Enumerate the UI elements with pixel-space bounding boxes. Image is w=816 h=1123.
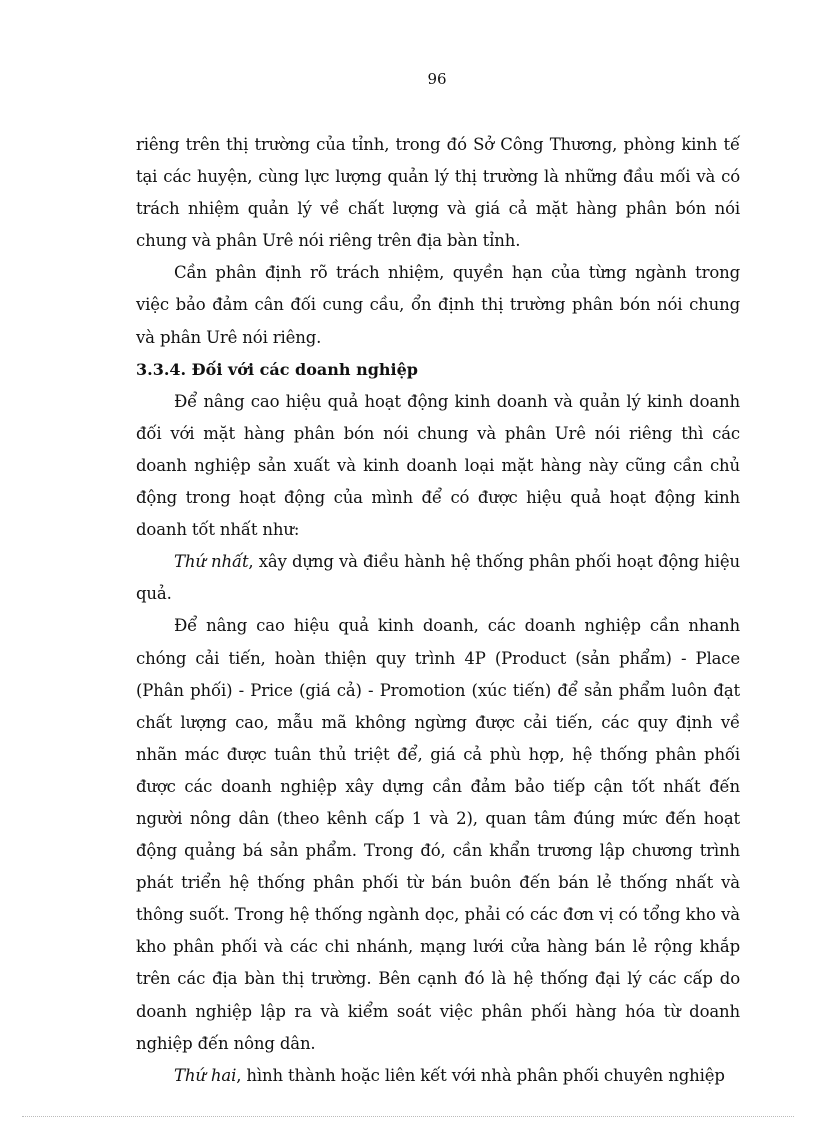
- footer-divider: [22, 1116, 794, 1117]
- page-number: 96: [427, 70, 447, 88]
- first-point-text: , xây dựng và điều hành hệ thống phân phối hoạt động hiệu quả.: [136, 552, 740, 604]
- paragraph-second-point: [136, 1060, 740, 1092]
- paragraph-intro: Để nâng cao hiệu quả hoạt động kinh doanh và quản lý kinh doanh đối với mặt hàng phân bón nói chung và phân Urê nói riêng thì các doanh nghiệp sản xuất và kinh doanh loại mặt hàng này cũng cần chủ động trong hoạt động của mình để có được hiệu quả hoạt động kinh doanh tốt nhất như:: [136, 391, 740, 540]
- paragraph-first-point: [136, 546, 740, 610]
- second-point-text: , hình thành hoặc liên kết với nhà phân phối chuyên nghiệp: [236, 1065, 725, 1085]
- second-point-lead: Thứ hai: [174, 1065, 237, 1085]
- document-body: [136, 129, 740, 1092]
- paragraph-continuation: riêng trên thị trường của tỉnh, trong đó Sở Công Thương, phòng kinh tế tại các huyện, cùng lực lượng quản lý thị trường là những đầu mối và có trách nhiệm quản lý về chất lượng và giá cả mặt hàng phân bón nói chung và phân Urê nói riêng trên địa bàn tỉnh.: [136, 135, 740, 251]
- first-point-lead: Thứ nhất: [174, 552, 249, 572]
- section-heading: 3.3.4. Đối với các doanh nghiệp: [136, 359, 418, 379]
- paragraph-responsibility: Cần phân định rõ trách nhiệm, quyền hạn của từng ngành trong việc bảo đảm cân đối cung cầu, ổn định thị trường phân bón nói chung và phân Urê nói riêng.: [136, 263, 740, 347]
- paragraph-4p-strategy: Để nâng cao hiệu quả kinh doanh, các doanh nghiệp cần nhanh chóng cải tiến, hoàn thiện quy trình 4P (Product (sản phẩm) - Place (Phân phối) - Price (giá cả) - Promotion (xúc tiến) để sản phẩm luôn đạt chất lượng cao, mẫu mã không ngừng được cải tiến, các quy định về nhãn mác được tuân thủ triệt để, giá cả phù hợp, hệ thống phân phối được các doanh nghiệp xây dựng cần đảm bảo tiếp cận tốt nhất đến người nông dân (theo kênh cấp 1 và 2), quan tâm đúng mức đến hoạt động quảng bá sản phẩm. Trong đó, cần khẩn trương lập chương trình phát triển hệ thống phân phối từ bán buôn đến bán lẻ thống nhất và thông suốt. Trong hệ thống ngành dọc, phải có các đơn vị có tổng kho và kho phân phối và các chi nhánh, mạng lưới cửa hàng bán lẻ rộng khắp trên các địa bàn thị trường. Bên cạnh đó là hệ thống đại lý các cấp do doanh nghiệp lập ra và kiểm soát việc phân phối hàng hóa từ doanh nghiệp đến nông dân.: [136, 616, 740, 1053]
